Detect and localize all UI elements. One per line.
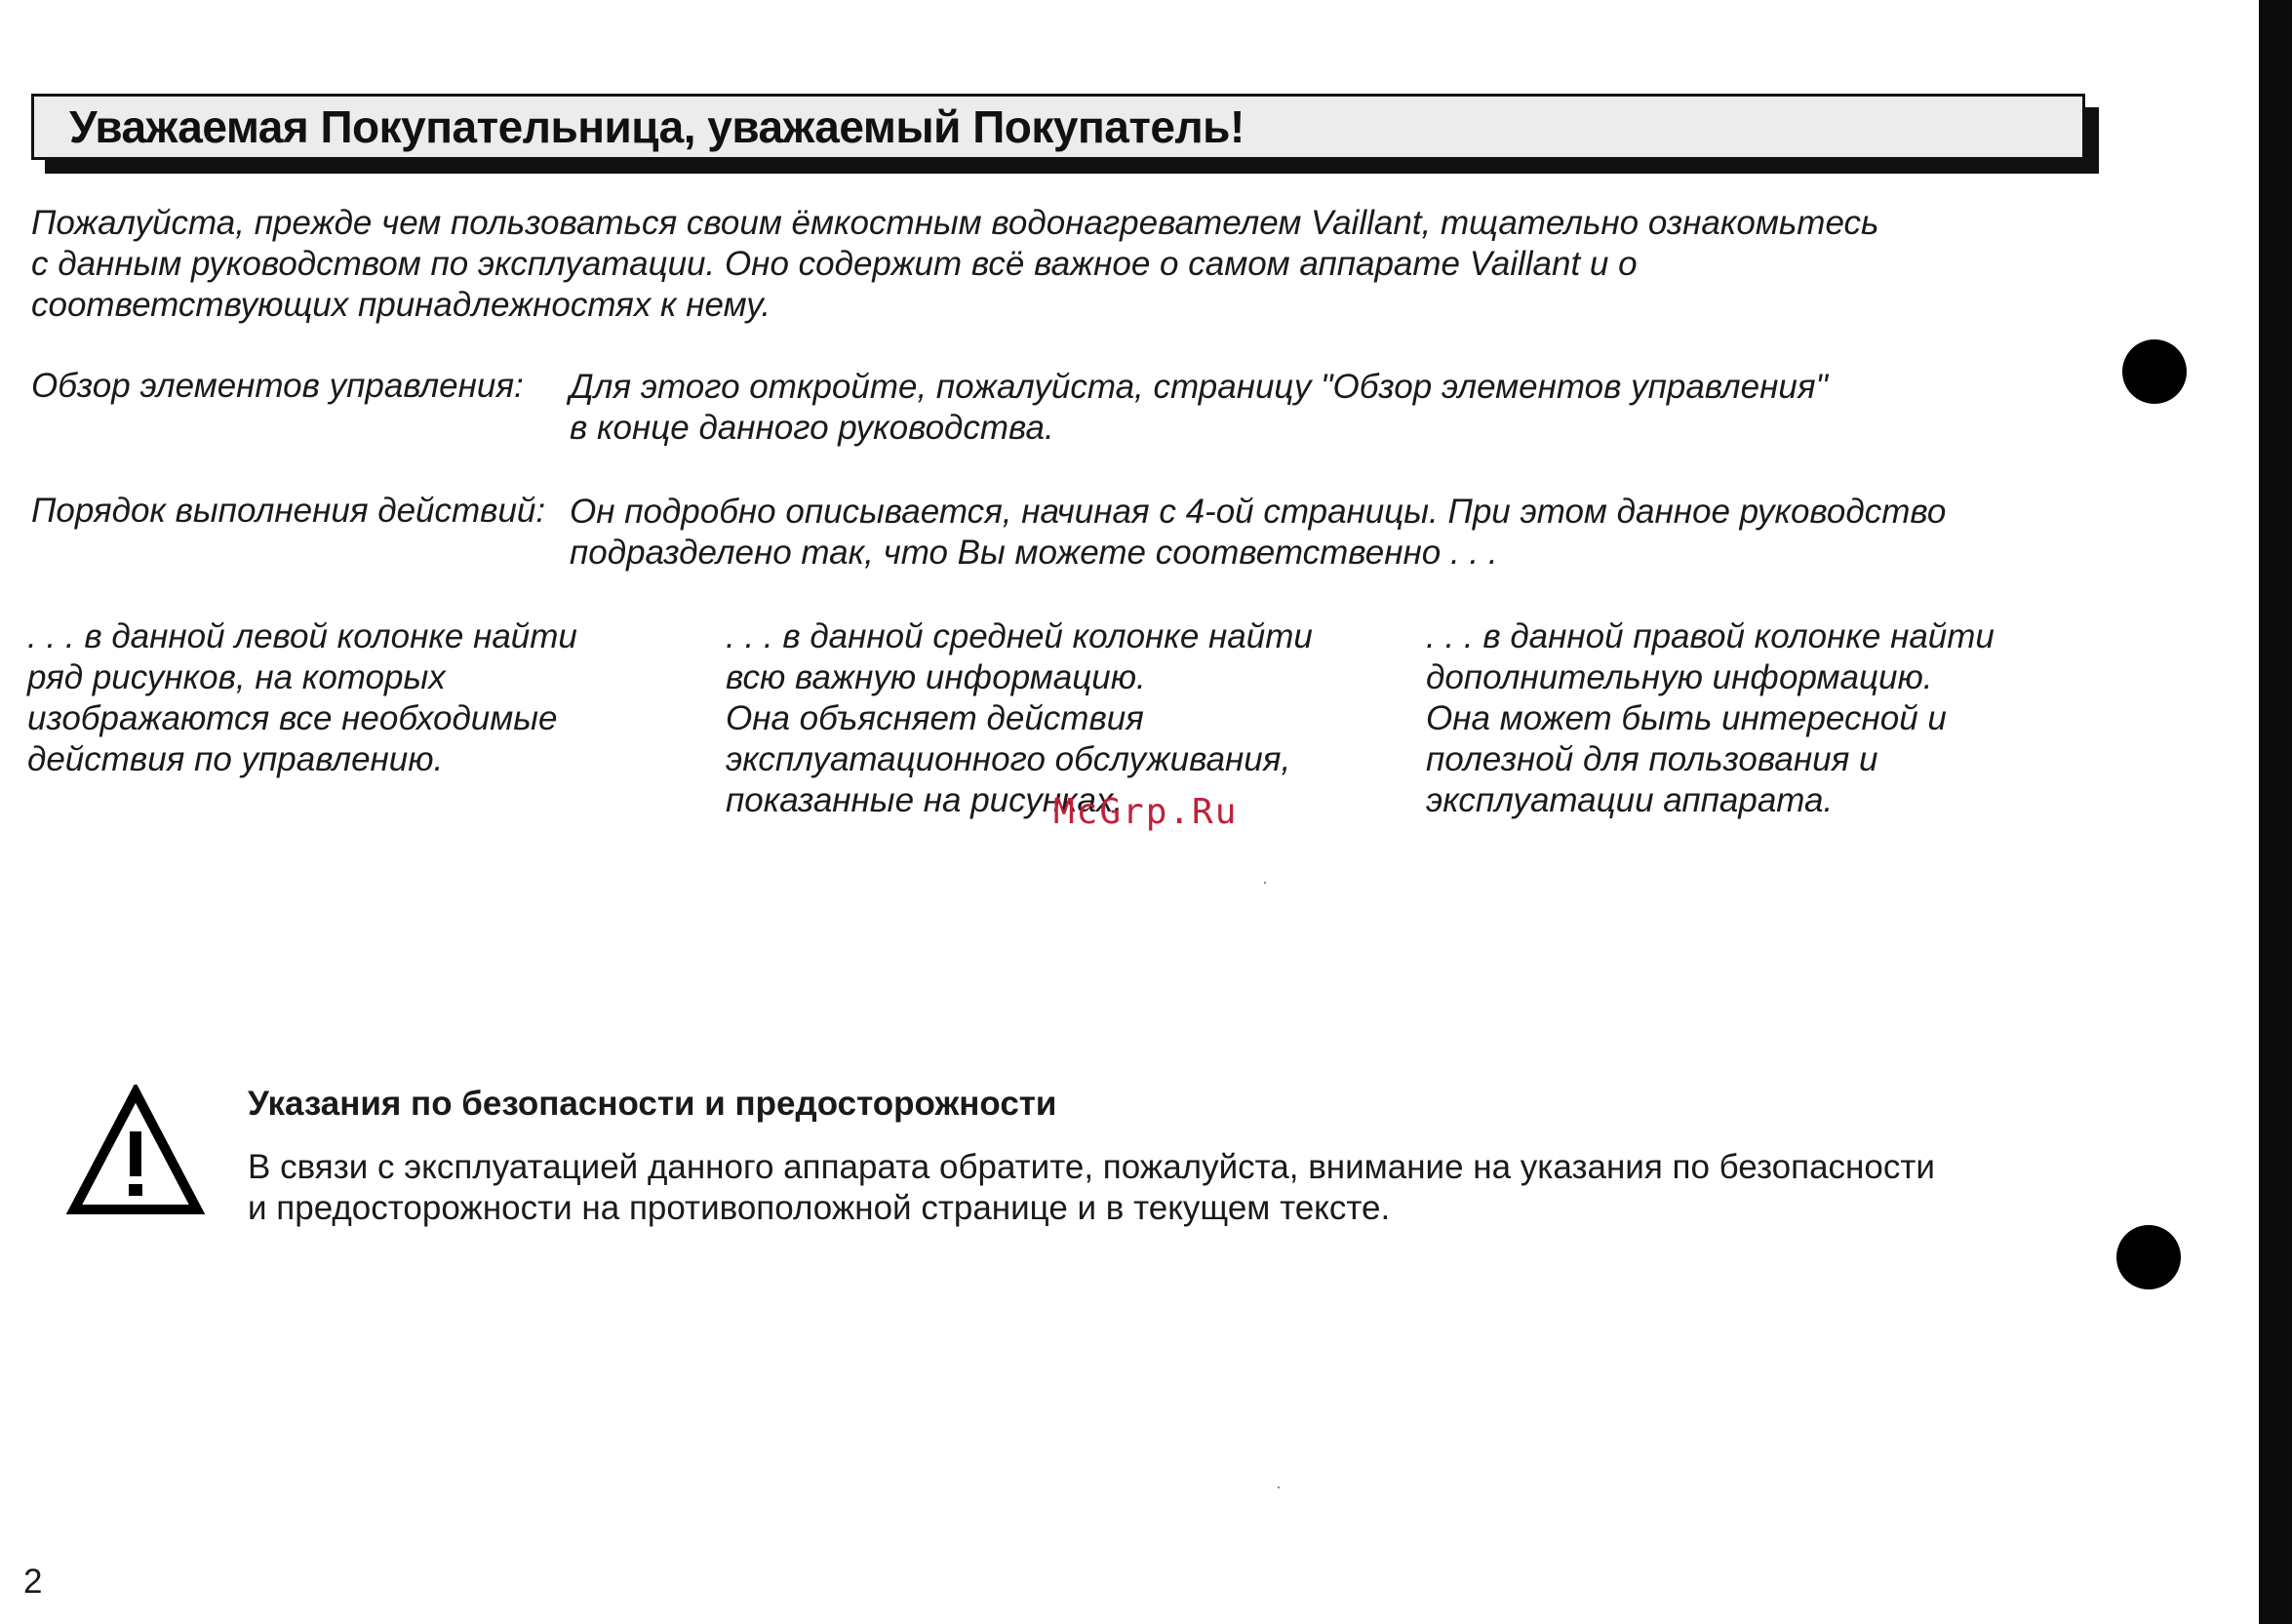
column-line: ряд рисунков, на которых — [27, 658, 446, 696]
safety-heading: Указания по безопасности и предосторожности — [248, 1085, 1057, 1123]
scan-speck — [1278, 1486, 1280, 1488]
definition-line: подразделено так, что Вы можете соответственно . . . — [570, 534, 1498, 572]
column-line: . . . в данной средней колонке найти — [726, 617, 1313, 655]
column-left — [27, 616, 577, 780]
warning-triangle-icon — [66, 1085, 205, 1215]
intro-paragraph — [31, 203, 1982, 326]
scan-edge — [2259, 0, 2292, 1624]
column-line: действия по управлению. — [27, 740, 444, 778]
column-line: изображаются все необходимые — [27, 699, 558, 737]
column-line: Она объясняет действия — [726, 699, 1144, 737]
column-line: . . . в данной правой колонке найти — [1426, 617, 1995, 655]
punch-hole-dot — [2116, 1225, 2181, 1289]
page-title: Уважаемая Покупательница, уважаемый Покупатель! — [69, 101, 1245, 152]
definition-text-procedure — [570, 492, 1946, 574]
intro-line: Пожалуйста, прежде чем пользоваться своим ёмкостным водонагревателем Vaillant, тщательно ознакомьтесь — [31, 204, 1879, 242]
column-line: дополнительную информацию. — [1426, 658, 1933, 696]
safety-line: В связи с эксплуатацией данного аппарата обратите, пожалуйста, внимание на указания по безопасности — [248, 1148, 1935, 1186]
definition-label-controls: Обзор элементов управления: — [31, 367, 524, 405]
column-line: всю важную информацию. — [726, 658, 1146, 696]
column-line: . . . в данной левой колонке найти — [27, 617, 577, 655]
definition-line: Для этого откройте, пожалуйста, страницу "Обзор элементов управления" — [570, 368, 1828, 406]
safety-line: и предосторожности на противоположной странице и в текущем тексте. — [248, 1189, 1391, 1227]
page-number: 2 — [23, 1563, 43, 1601]
definition-line: в конце данного руководства. — [570, 409, 1054, 447]
intro-line: соответствующих принадлежностях к нему. — [31, 286, 771, 324]
definition-text-controls — [570, 367, 1828, 449]
punch-hole-dot — [2122, 339, 2187, 404]
column-line: показанные на рисунках. — [726, 781, 1124, 819]
title-banner — [31, 94, 2085, 160]
column-line: эксплуатационного обслуживания, — [726, 740, 1291, 778]
scan-speck — [1264, 882, 1266, 884]
column-line: эксплуатации аппарата. — [1426, 781, 1834, 819]
intro-line: с данным руководством по эксплуатации. Оно содержит всё важное о самом аппарате Vaillant и о — [31, 245, 1638, 283]
safety-text — [248, 1147, 1935, 1229]
column-right — [1426, 616, 1995, 821]
definition-label-procedure: Порядок выполнения действий: — [31, 492, 546, 530]
column-middle — [726, 616, 1313, 821]
column-line: Она может быть интересной и — [1426, 699, 1947, 737]
watermark: McGrp.Ru — [1053, 792, 1239, 832]
column-line: полезной для пользования и — [1426, 740, 1878, 778]
definition-line: Он подробно описывается, начиная с 4-ой страницы. При этом данное руководство — [570, 493, 1947, 531]
